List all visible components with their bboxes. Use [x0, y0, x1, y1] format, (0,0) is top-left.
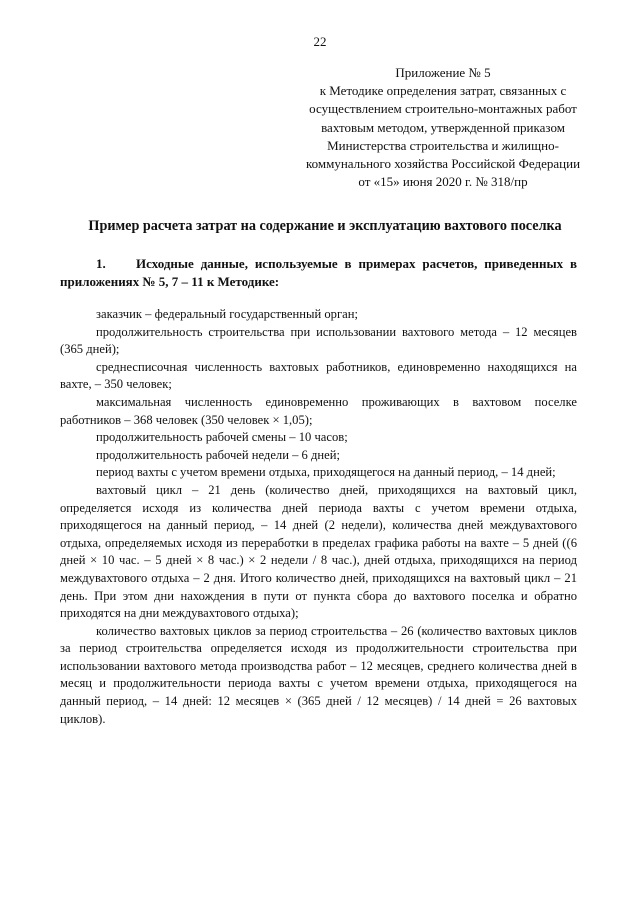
appendix-line: от «15» июня 2020 г. № 318/пр — [358, 174, 528, 190]
paragraph: период вахты с учетом времени отдыха, приходящегося на данный период, – 14 дней; — [96, 465, 556, 480]
paragraph: вахтовый цикл – 21 день (количество дней, приходящихся на вахтовый цикл, определяется исходя из количества дней периода вахты с учетом времени отдыха, приходящегося на данный период, – 14 дней (2 недели), количества дней междувахтового отдыха, определяемых исходя из переработки в пределах графика работы на вахте – 5 дней ((6 дней × 10 час. – 5 дней × 8 час.) × 2 недели / 8 час.), дней отдыха, приходящихся на период междувахтового отдыха – 2 дня. Итого количество дней, приходящихся на вахтовый цикл – 21 день. При этом дни нахождения в пути от пункта сбора до вахтового поселка и обратно приходятся на дни междувахтового отдыха); — [60, 482, 577, 621]
document-title: Пример расчета затрат на содержание и эксплуатацию вахтового поселка — [88, 218, 562, 234]
paragraph: продолжительность рабочей смены – 10 часов; — [96, 430, 348, 445]
paragraph: количество вахтовых циклов за период строительства – 26 (количество вахтовых циклов за период строительства определяется исходя из продолжительности строительства при использовании вахтового метода производства работ – 12 месяцев, среднего количества дней в месяц и продолжительности периода вахты с учетом времени отдыха, приходящегося на данный период, – 14 дней: 12 месяцев × (365 дней / 12 месяцев) / 14 дней = 26 вахтовых циклов). — [60, 623, 577, 726]
paragraph: продолжительность рабочей недели – 6 дней; — [96, 447, 340, 462]
appendix-line: Министерства строительства и жилищно- — [327, 137, 559, 153]
paragraph: максимальная численность единовременно проживающих в вахтовом поселке работников – 368 человек (350 человек × 1,05); — [60, 394, 577, 427]
appendix-line: Приложение № 5 — [395, 65, 491, 80]
appendix-line: к Методике определения затрат, связанных с — [319, 83, 567, 99]
appendix-block — [300, 64, 586, 191]
paragraph: среднесписочная численность вахтовых работников, единовременно находящихся на вахте, – 350 человек; — [60, 359, 577, 392]
appendix-line: осуществлением строительно-монтажных работ — [309, 101, 577, 117]
section-number: 1. — [96, 256, 106, 271]
section-text: Исходные данные, используемые в примерах расчетов, приведенных в приложениях № 5, 7 – 11 к Методике: — [60, 256, 577, 289]
section-heading — [60, 255, 577, 291]
page-number: 22 — [313, 34, 327, 49]
appendix-line: коммунального хозяйства Российской Федерации — [305, 156, 581, 172]
body-text — [60, 306, 577, 728]
appendix-line: вахтовым методом, утвержденной приказом — [321, 119, 565, 135]
paragraph: продолжительность строительства при использовании вахтового метода – 12 месяцев (365 дней); — [60, 324, 577, 357]
paragraph: заказчик – федеральный государственный орган; — [96, 307, 358, 321]
